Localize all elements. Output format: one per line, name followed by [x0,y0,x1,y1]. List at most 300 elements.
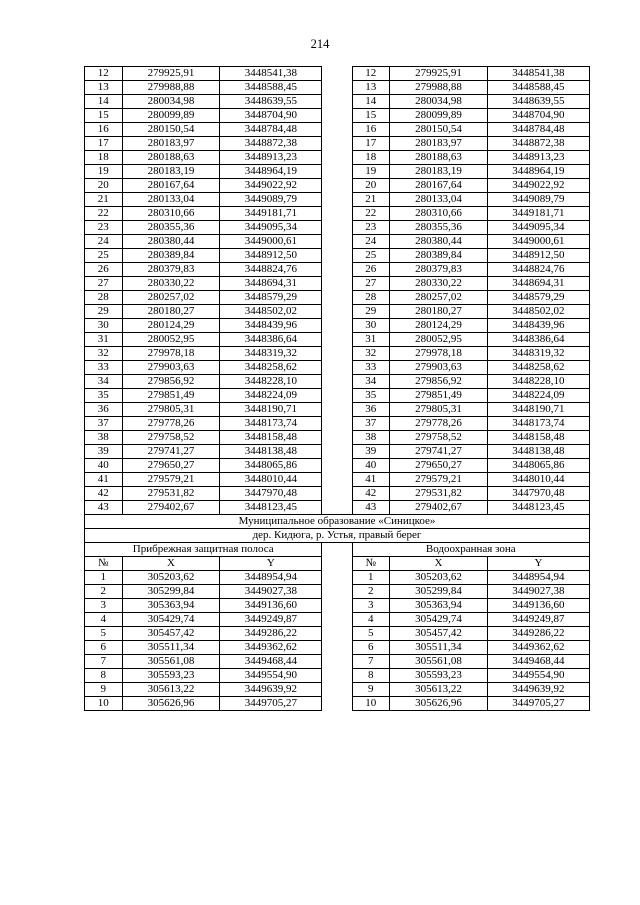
left-block1-cell-y: 3448190,71 [220,403,322,417]
left-block1-cell-y: 3449022,92 [220,179,322,193]
right-block2-cell-num: 7 [352,655,390,669]
right-block1-cell-y: 3448065,86 [487,459,589,473]
table-row [85,277,590,291]
table-row [85,683,590,697]
gap-cell [322,543,352,557]
left-block1-cell-x: 279741,27 [122,445,220,459]
table-row [85,123,590,137]
left-block1-cell-y: 3449181,71 [220,207,322,221]
right-block2-cell-x: 305203,62 [390,571,488,585]
right-block1-cell-num: 21 [352,193,390,207]
gap-cell [322,361,352,375]
left-block1-cell-num: 35 [85,389,123,403]
table-row [85,641,590,655]
right-block2-cell-y: 3449136,60 [487,599,589,613]
right-block1-cell-y: 3448190,71 [487,403,589,417]
left-block1-cell-x: 280310,66 [122,207,220,221]
gap-cell [322,249,352,263]
right-block2-cell-y: 3449249,87 [487,613,589,627]
left-block2-cell-x: 305363,94 [122,599,220,613]
gap-cell [322,375,352,389]
right-block1-cell-num: 37 [352,417,390,431]
table-row [85,67,590,81]
left-block1-cell-x: 279925,91 [122,67,220,81]
table-row [85,221,590,235]
right-block1-cell-num: 26 [352,263,390,277]
right-block1-cell-y: 3448639,55 [487,95,589,109]
gap-cell [322,697,352,711]
table-row [85,613,590,627]
right-block2-cell-num: 10 [352,697,390,711]
left-block1-cell-x: 280150,54 [122,123,220,137]
table-row [85,319,590,333]
left-block1-cell-num: 12 [85,67,123,81]
gap-cell [322,459,352,473]
right-block1-cell-num: 18 [352,151,390,165]
gap-cell [322,613,352,627]
left-block1-cell-x: 280380,44 [122,235,220,249]
gap-cell [322,571,352,585]
left-block1-cell-x: 280099,89 [122,109,220,123]
right-block1-cell-x: 279925,91 [390,67,488,81]
left-block1-cell-num: 17 [85,137,123,151]
right-block2-cell-x: 305626,96 [390,697,488,711]
right-block2-cell-num: 2 [352,585,390,599]
right-block1-cell-x: 280052,95 [390,333,488,347]
right-block1-cell-x: 280183,97 [390,137,488,151]
right-block1-cell-x: 279741,27 [390,445,488,459]
right-block1-cell-num: 27 [352,277,390,291]
gap-cell [322,179,352,193]
left-block1-cell-num: 28 [85,291,123,305]
table-row [85,263,590,277]
right-block2-cell-num: 9 [352,683,390,697]
right-block2-cell-num: 6 [352,641,390,655]
left-block1-cell-y: 3448319,32 [220,347,322,361]
right-block1-cell-y: 3447970,48 [487,487,589,501]
right-block1-cell-num: 20 [352,179,390,193]
right-block2-cell-num: 4 [352,613,390,627]
left-block1-cell-num: 31 [85,333,123,347]
left-block1-cell-y: 3447970,48 [220,487,322,501]
left-block1-cell-num: 27 [85,277,123,291]
gap-cell [322,487,352,501]
right-block2-cell-x: 305429,74 [390,613,488,627]
left-block1-cell-x: 279579,21 [122,473,220,487]
right-block2-cell-x: 305457,42 [390,627,488,641]
table-row [85,249,590,263]
gap-cell [322,137,352,151]
left-block1-cell-y: 3448588,45 [220,81,322,95]
left-block2-cell-num: 6 [85,641,123,655]
gap-cell [322,599,352,613]
left-block1-cell-num: 29 [85,305,123,319]
table-row [85,179,590,193]
right-block1-cell-y: 3448319,32 [487,347,589,361]
right-block2-cell-num: 5 [352,627,390,641]
right-block1-cell-num: 12 [352,67,390,81]
right-block1-cell-num: 30 [352,319,390,333]
gap-cell [322,221,352,235]
right-block1-cell-y: 3449181,71 [487,207,589,221]
gap-cell [322,81,352,95]
right-block1-cell-num: 24 [352,235,390,249]
left-block2-cell-num: 2 [85,585,123,599]
right-block2-cell-num: 8 [352,669,390,683]
left-block2-cell-y: 3449249,87 [220,613,322,627]
left-block1-cell-x: 280180,27 [122,305,220,319]
left-block2-cell-x: 305561,08 [122,655,220,669]
left-block1-cell-num: 32 [85,347,123,361]
left-block1-cell-y: 3448386,64 [220,333,322,347]
left-block1-cell-x: 280188,63 [122,151,220,165]
right-block2-cell-x: 305299,84 [390,585,488,599]
table-row [85,375,590,389]
right-block1-cell-num: 40 [352,459,390,473]
left-block2-cell-x: 305429,74 [122,613,220,627]
table-row [85,487,590,501]
left-block2-cell-num: 1 [85,571,123,585]
left-block2-cell-y: 3449554,90 [220,669,322,683]
left-block1-cell-x: 280183,97 [122,137,220,151]
left-block1-cell-y: 3449089,79 [220,193,322,207]
table-row [85,417,590,431]
table-row [85,333,590,347]
left-block1-cell-y: 3448224,09 [220,389,322,403]
left-block1-cell-x: 280133,04 [122,193,220,207]
right-block1-cell-y: 3448010,44 [487,473,589,487]
right-block2-cell-y: 3448954,94 [487,571,589,585]
right-block1-cell-y: 3448694,31 [487,277,589,291]
right-block1-cell-x: 280034,98 [390,95,488,109]
right-block1-cell-y: 3448258,62 [487,361,589,375]
right-block1-cell-y: 3449089,79 [487,193,589,207]
left-block1-cell-y: 3448872,38 [220,137,322,151]
gap-cell [322,263,352,277]
left-block2-cell-num: 10 [85,697,123,711]
right-block1-cell-y: 3448913,23 [487,151,589,165]
left-block2-cell-num: 8 [85,669,123,683]
right-block1-cell-y: 3448588,45 [487,81,589,95]
gap-cell [322,151,352,165]
table-row [85,473,590,487]
gap-cell [322,557,352,571]
table-row [85,669,590,683]
left-block2-cell-num: 7 [85,655,123,669]
left-block1-cell-num: 43 [85,501,123,515]
left-block1-cell-x: 280330,22 [122,277,220,291]
gap-cell [322,403,352,417]
right-block1-cell-y: 3449000,61 [487,235,589,249]
table-row [85,361,590,375]
right-block1-cell-x: 280167,64 [390,179,488,193]
right-block1-cell-num: 32 [352,347,390,361]
left-block1-cell-x: 279988,88 [122,81,220,95]
left-block2-cell-x: 305511,34 [122,641,220,655]
table-row [85,459,590,473]
right-block1-cell-y: 3448704,90 [487,109,589,123]
left-block2-cell-y: 3448954,94 [220,571,322,585]
table-row [85,235,590,249]
right-block1-cell-x: 280183,19 [390,165,488,179]
right-block1-cell-num: 39 [352,445,390,459]
right-block1-cell-num: 42 [352,487,390,501]
gap-cell [322,291,352,305]
left-block1-cell-num: 41 [85,473,123,487]
gap-cell [322,683,352,697]
right-block2-cell-x: 305561,08 [390,655,488,669]
table-row [85,697,590,711]
right-block1-cell-y: 3448123,45 [487,501,589,515]
left-block2-cell-x: 305299,84 [122,585,220,599]
left-col-header-num: № [85,557,123,571]
left-block1-cell-x: 279531,82 [122,487,220,501]
right-block1-cell-y: 3449095,34 [487,221,589,235]
right-block1-cell-x: 279851,49 [390,389,488,403]
left-block1-cell-x: 280167,64 [122,179,220,193]
gap-cell [322,389,352,403]
gap-cell [322,473,352,487]
table-row [85,347,590,361]
right-block1-cell-x: 279650,27 [390,459,488,473]
left-block2-cell-y: 3449362,62 [220,641,322,655]
right-block1-cell-x: 280188,63 [390,151,488,165]
gap-cell [322,109,352,123]
right-block1-cell-x: 279758,52 [390,431,488,445]
table-row [85,627,590,641]
left-block2-cell-y: 3449027,38 [220,585,322,599]
right-block1-cell-num: 38 [352,431,390,445]
left-block2-cell-num: 5 [85,627,123,641]
left-block1-cell-num: 18 [85,151,123,165]
left-block2-cell-x: 305613,22 [122,683,220,697]
left-block1-cell-num: 37 [85,417,123,431]
gap-cell [322,319,352,333]
table-row [85,165,590,179]
left-block1-cell-x: 279758,52 [122,431,220,445]
left-block1-cell-x: 279805,31 [122,403,220,417]
table-row [85,109,590,123]
table-row [85,571,590,585]
right-block1-cell-num: 41 [352,473,390,487]
right-block1-cell-num: 16 [352,123,390,137]
table-row [85,389,590,403]
right-block1-cell-y: 3449022,92 [487,179,589,193]
left-block1-cell-num: 39 [85,445,123,459]
left-block2-cell-x: 305203,62 [122,571,220,585]
left-block1-cell-num: 33 [85,361,123,375]
left-block1-cell-num: 30 [85,319,123,333]
left-block1-cell-num: 38 [85,431,123,445]
left-block1-cell-num: 42 [85,487,123,501]
left-block2-cell-x: 305593,23 [122,669,220,683]
right-block1-cell-x: 280355,36 [390,221,488,235]
left-block1-cell-x: 279778,26 [122,417,220,431]
zone-headings-row [85,543,590,557]
right-block1-cell-y: 3448502,02 [487,305,589,319]
right-block1-cell-x: 280180,27 [390,305,488,319]
left-block2-cell-num: 3 [85,599,123,613]
left-block1-cell-x: 280124,29 [122,319,220,333]
left-block1-cell-y: 3448824,76 [220,263,322,277]
left-block1-cell-x: 280052,95 [122,333,220,347]
right-block1-cell-x: 279579,21 [390,473,488,487]
left-block1-cell-x: 279650,27 [122,459,220,473]
gap-cell [322,95,352,109]
left-block1-cell-y: 3448502,02 [220,305,322,319]
right-block1-cell-x: 279903,63 [390,361,488,375]
left-block1-cell-y: 3448228,10 [220,375,322,389]
right-block2-cell-x: 305613,22 [390,683,488,697]
gap-cell [322,305,352,319]
right-block1-cell-x: 280099,89 [390,109,488,123]
table-row [85,151,590,165]
left-block1-cell-x: 279402,67 [122,501,220,515]
right-block1-cell-num: 23 [352,221,390,235]
right-block2-cell-y: 3449286,22 [487,627,589,641]
right-block1-cell-y: 3448964,19 [487,165,589,179]
left-block1-cell-x: 280034,98 [122,95,220,109]
left-block1-cell-x: 280355,36 [122,221,220,235]
column-headers-row [85,557,590,571]
gap-cell [322,417,352,431]
left-block1-cell-y: 3448439,96 [220,319,322,333]
left-block1-cell-num: 14 [85,95,123,109]
left-block1-cell-num: 15 [85,109,123,123]
left-block1-cell-num: 36 [85,403,123,417]
right-block1-cell-num: 31 [352,333,390,347]
right-col-header-y: Y [487,557,589,571]
right-block2-cell-num: 1 [352,571,390,585]
location-row [85,529,590,543]
left-block2-cell-y: 3449705,27 [220,697,322,711]
gap-cell [322,431,352,445]
block2-body [85,571,590,711]
gap-cell [322,501,352,515]
left-block1-cell-x: 279851,49 [122,389,220,403]
right-block2-cell-y: 3449362,62 [487,641,589,655]
right-block1-cell-x: 280330,22 [390,277,488,291]
left-block2-cell-y: 3449468,44 [220,655,322,669]
gap-cell [322,123,352,137]
left-block1-cell-y: 3448913,23 [220,151,322,165]
left-heading: Прибрежная защитная полоса [85,543,322,557]
right-block2-cell-y: 3449468,44 [487,655,589,669]
left-block1-cell-num: 25 [85,249,123,263]
table-row [85,599,590,613]
right-block2-cell-y: 3449705,27 [487,697,589,711]
gap-cell [322,67,352,81]
right-block1-cell-num: 28 [352,291,390,305]
left-block1-cell-y: 3448694,31 [220,277,322,291]
table-row [85,501,590,515]
gap-cell [322,193,352,207]
left-block1-cell-x: 280389,84 [122,249,220,263]
table-row [85,431,590,445]
left-block1-cell-x: 280379,83 [122,263,220,277]
left-block1-cell-y: 3448138,48 [220,445,322,459]
table-row [85,207,590,221]
right-block1-cell-x: 279778,26 [390,417,488,431]
right-block2-cell-y: 3449639,92 [487,683,589,697]
right-block2-cell-y: 3449554,90 [487,669,589,683]
right-block2-cell-x: 305363,94 [390,599,488,613]
table-row [85,445,590,459]
left-block1-cell-x: 279978,18 [122,347,220,361]
section-header [85,515,590,571]
right-block1-cell-x: 280150,54 [390,123,488,137]
right-block1-cell-y: 3448541,38 [487,67,589,81]
left-block1-cell-y: 3448784,48 [220,123,322,137]
right-block1-cell-y: 3448224,09 [487,389,589,403]
left-block2-cell-y: 3449136,60 [220,599,322,613]
right-block1-cell-num: 35 [352,389,390,403]
left-block1-cell-num: 13 [85,81,123,95]
left-col-header-y: Y [220,557,322,571]
left-block2-cell-num: 9 [85,683,123,697]
left-block1-cell-y: 3449095,34 [220,221,322,235]
left-block1-cell-num: 20 [85,179,123,193]
right-block1-cell-x: 279805,31 [390,403,488,417]
gap-cell [322,641,352,655]
right-block1-cell-y: 3448579,29 [487,291,589,305]
right-block1-cell-y: 3448386,64 [487,333,589,347]
right-block1-cell-y: 3448173,74 [487,417,589,431]
right-block1-cell-x: 279978,18 [390,347,488,361]
right-block1-cell-x: 280310,66 [390,207,488,221]
left-block1-cell-num: 22 [85,207,123,221]
right-block1-cell-num: 22 [352,207,390,221]
table-row [85,193,590,207]
right-col-header-x: X [390,557,488,571]
right-block1-cell-x: 280379,83 [390,263,488,277]
right-block1-cell-x: 280124,29 [390,319,488,333]
gap-cell [322,207,352,221]
gap-cell [322,655,352,669]
right-block1-cell-x: 280389,84 [390,249,488,263]
right-block1-cell-num: 43 [352,501,390,515]
table-row [85,305,590,319]
right-heading: Водоохранная зона [352,543,590,557]
gap-cell [322,585,352,599]
left-block1-cell-num: 23 [85,221,123,235]
left-block2-cell-y: 3449286,22 [220,627,322,641]
page-number: 214 [310,37,330,51]
right-block1-cell-x: 280133,04 [390,193,488,207]
left-block1-cell-y: 3448173,74 [220,417,322,431]
left-block1-cell-num: 26 [85,263,123,277]
left-block1-cell-x: 279903,63 [122,361,220,375]
right-block1-cell-y: 3448912,50 [487,249,589,263]
table-row [85,403,590,417]
section-title: Муниципальное образование «Синицкое» [85,515,590,529]
right-block1-cell-num: 17 [352,137,390,151]
right-block1-cell-x: 279856,92 [390,375,488,389]
right-block2-cell-num: 3 [352,599,390,613]
gap-cell [322,627,352,641]
right-block1-cell-y: 3448228,10 [487,375,589,389]
left-block2-cell-x: 305626,96 [122,697,220,711]
left-col-header-x: X [122,557,220,571]
right-block1-cell-num: 14 [352,95,390,109]
gap-cell [322,235,352,249]
gap-cell [322,347,352,361]
left-block1-cell-y: 3448158,48 [220,431,322,445]
right-block1-cell-y: 3448872,38 [487,137,589,151]
right-block1-cell-num: 25 [352,249,390,263]
table-row [85,95,590,109]
right-block1-cell-x: 279402,67 [390,501,488,515]
